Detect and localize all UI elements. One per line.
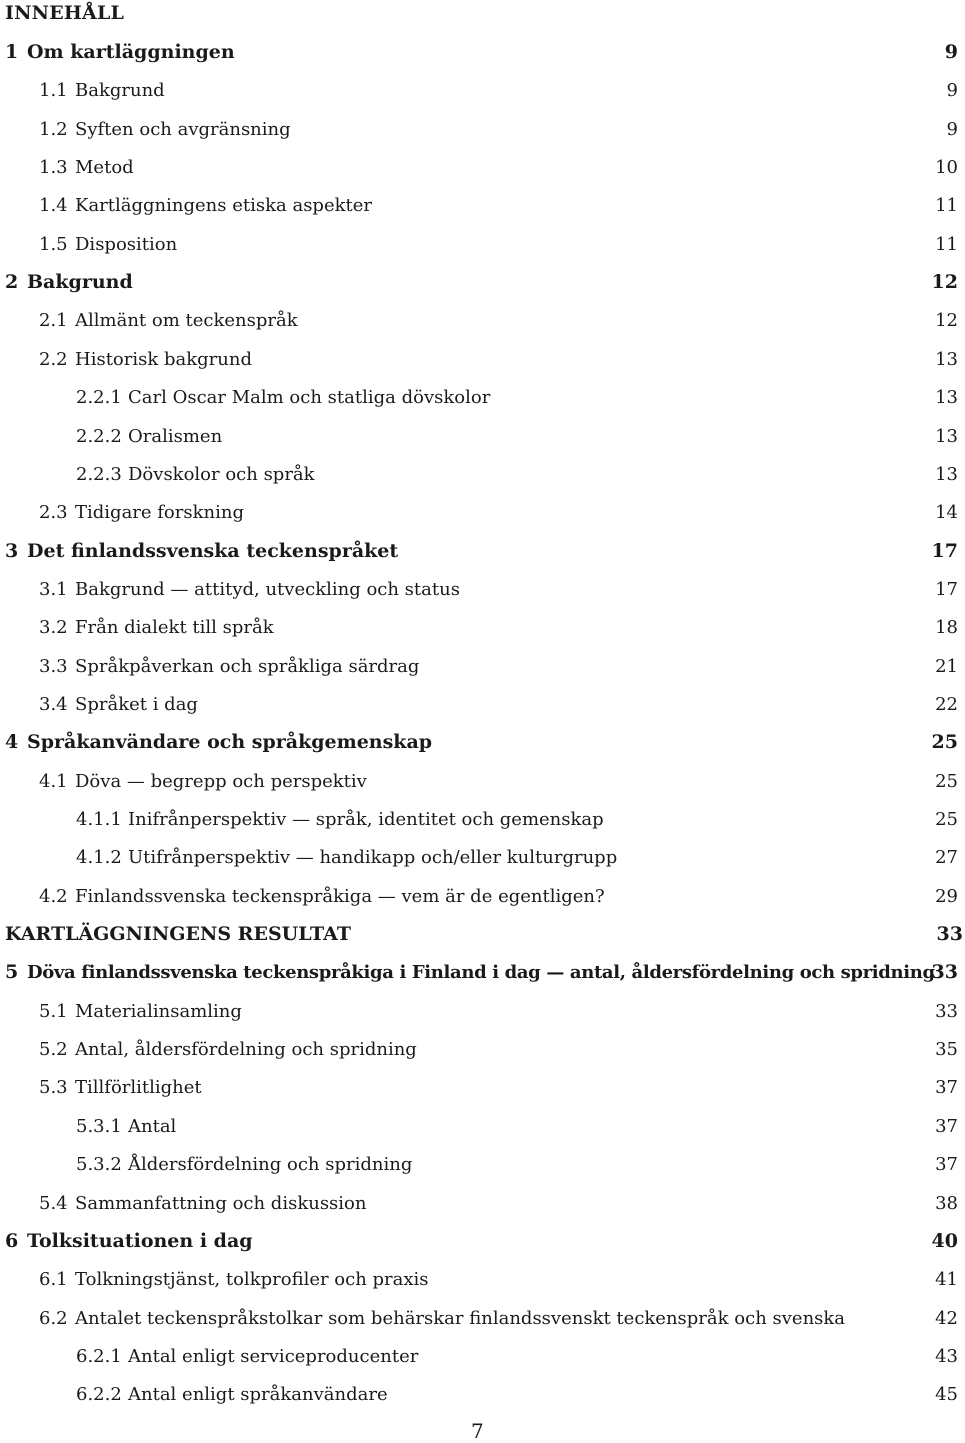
- toc-entry-number: 1.3: [39, 156, 68, 178]
- toc-entry-title: Tolksituationen i dag: [27, 1230, 253, 1252]
- toc-entry[interactable]: [0, 996, 960, 1026]
- toc-entry-page: 11: [935, 233, 958, 255]
- toc-entry[interactable]: [0, 382, 960, 412]
- toc-entry-page: 42: [935, 1307, 958, 1329]
- toc-entry-number: 6.2.2: [76, 1383, 122, 1405]
- toc-entry-title: Inifrånperspektiv — språk, identitet och gemenskap: [128, 808, 604, 830]
- toc-entry[interactable]: [0, 689, 960, 719]
- toc-entry-number: 6: [5, 1230, 19, 1252]
- toc-entry-number: 3: [5, 540, 19, 562]
- toc-entry-number: 1.2: [39, 118, 68, 140]
- toc-entry-page: 33: [935, 1000, 958, 1022]
- page-number: 7: [471, 1419, 484, 1443]
- toc-entry-number: 5.3: [39, 1076, 68, 1098]
- toc-entry-number: 6.1: [39, 1268, 68, 1290]
- toc-entry[interactable]: [0, 497, 960, 527]
- toc-entry-title: Metod: [75, 156, 134, 178]
- toc-entry-page: 21: [935, 655, 958, 677]
- toc-entry-number: 4.1.2: [76, 846, 122, 868]
- toc-entry-page: 25: [931, 731, 958, 753]
- toc-entry-title: Allmänt om teckenspråk: [75, 309, 298, 331]
- toc-entry-number: 3.4: [39, 693, 68, 715]
- toc-entry[interactable]: [0, 574, 960, 604]
- toc-entry-page: 35: [935, 1038, 958, 1060]
- toc-entry-title: Om kartläggningen: [27, 41, 235, 63]
- toc-entry-page: 33: [931, 961, 958, 983]
- toc-entry-page: 13: [935, 463, 958, 485]
- toc-entry-number: 4: [5, 731, 19, 753]
- toc-entry[interactable]: [0, 267, 960, 297]
- toc-entry[interactable]: [0, 305, 960, 335]
- toc-entry[interactable]: [0, 1111, 960, 1141]
- toc-entry[interactable]: [0, 190, 960, 220]
- toc-entry-title: Döva finlandssvenska teckenspråkiga i Finland i dag — antal, åldersfördelning och spridning: [27, 961, 935, 983]
- toc-entry-page: 17: [931, 540, 958, 562]
- toc-entry-number: 4.2: [39, 885, 68, 907]
- toc-entry[interactable]: [0, 459, 960, 489]
- toc-entry-number: 6.2.1: [76, 1345, 122, 1367]
- toc-entry-page: 40: [931, 1230, 958, 1252]
- toc-entry[interactable]: [0, 344, 960, 374]
- toc-entry[interactable]: [0, 919, 965, 949]
- toc-entry-title: Bakgrund: [75, 79, 165, 101]
- toc-entry[interactable]: [0, 75, 960, 105]
- toc-entry-page: 43: [935, 1345, 958, 1367]
- toc-entry-number: 5.3.2: [76, 1153, 122, 1175]
- toc-entry-title: Dövskolor och språk: [128, 463, 315, 485]
- toc-entry-number: 2.1: [39, 309, 68, 331]
- toc-entry-number: 5.2: [39, 1038, 68, 1060]
- toc-entry-page: 25: [935, 808, 958, 830]
- toc-entry-number: 2.2.2: [76, 425, 122, 447]
- toc-entry-page: 9: [946, 79, 958, 101]
- toc-entry-title: Från dialekt till språk: [75, 616, 274, 638]
- toc-entry-number: 5.1: [39, 1000, 68, 1022]
- toc-entry-number: 5: [5, 961, 19, 983]
- toc-entry-title: Finlandssvenska teckenspråkiga — vem är de egentligen?: [75, 885, 605, 907]
- toc-entry-page: 13: [935, 425, 958, 447]
- toc-entry-number: 4.1: [39, 770, 68, 792]
- toc-entry[interactable]: [0, 37, 960, 67]
- toc-entry-title: Sammanfattning och diskussion: [75, 1192, 367, 1214]
- toc-entry-page: 18: [935, 616, 958, 638]
- toc-entry[interactable]: [0, 1379, 960, 1409]
- toc-entry[interactable]: [0, 1341, 960, 1371]
- toc-entry-title: Språkanvändare och språkgemenskap: [27, 731, 433, 753]
- toc-entry-number: 3.2: [39, 616, 68, 638]
- toc-entry-title: Det finlandssvenska teckenspråket: [27, 540, 399, 562]
- toc-entry[interactable]: [0, 804, 960, 834]
- toc-entry-page: 29: [935, 885, 958, 907]
- toc-heading: INNEHÅLL: [5, 2, 125, 24]
- toc-entry-title: Antalet teckenspråkstolkar som behärskar finlandssvenskt teckenspråk och svenska: [75, 1307, 846, 1329]
- toc-entry-number: 2.2.3: [76, 463, 122, 485]
- toc-entry-page: 27: [935, 846, 958, 868]
- toc-entry-number: 1.5: [39, 233, 68, 255]
- toc-entry[interactable]: [0, 229, 960, 259]
- toc-entry-number: 2: [5, 271, 19, 293]
- toc-entry-title: Materialinsamling: [75, 1000, 242, 1022]
- toc-entry-number: 5.3.1: [76, 1115, 122, 1137]
- toc-entry-page: 17: [935, 578, 958, 600]
- toc-entry[interactable]: [0, 1226, 960, 1256]
- toc-entry-number: 2.2: [39, 348, 68, 370]
- toc-entry-page: 37: [935, 1115, 958, 1137]
- toc-entry-title: Antal: [128, 1115, 177, 1137]
- toc-entry-page: 9: [946, 118, 958, 140]
- toc-entry[interactable]: [0, 727, 960, 757]
- toc-entry-number: 3.3: [39, 655, 68, 677]
- toc-entry-page: 37: [935, 1076, 958, 1098]
- toc-entry-number: 1: [5, 41, 19, 63]
- toc-entry-page: 45: [935, 1383, 958, 1405]
- toc-entry-page: 10: [935, 156, 958, 178]
- toc-entry-title: Disposition: [75, 233, 178, 255]
- toc-entry-title: Döva — begrepp och perspektiv: [75, 770, 367, 792]
- toc-entry-page: 13: [935, 348, 958, 370]
- toc-entry-title: Språket i dag: [75, 693, 198, 715]
- toc-entry-number: 4.1.1: [76, 808, 122, 830]
- toc-entry-page: 25: [935, 770, 958, 792]
- toc-entry-number: 1.1: [39, 79, 68, 101]
- toc-entry[interactable]: [0, 881, 960, 911]
- toc-entry-title: Åldersfördelning och spridning: [128, 1153, 413, 1175]
- toc-entry-page: 12: [931, 271, 958, 293]
- toc-entry-title: Oralismen: [128, 425, 223, 447]
- toc-entry-page: 38: [935, 1192, 958, 1214]
- toc-entry[interactable]: [0, 1149, 960, 1179]
- toc-entry-page: 11: [935, 194, 958, 216]
- toc-entry-page: 22: [935, 693, 958, 715]
- toc-entry-title: Tidigare forskning: [75, 501, 244, 523]
- toc-entry-page: 12: [935, 309, 958, 331]
- toc-entry[interactable]: [0, 1034, 960, 1064]
- toc-entry-page: 14: [935, 501, 958, 523]
- toc-entry[interactable]: [0, 651, 960, 681]
- toc-entry-page: 37: [935, 1153, 958, 1175]
- toc-entry-title: Kartläggningens etiska aspekter: [75, 194, 372, 216]
- toc-entry[interactable]: [0, 421, 960, 451]
- toc-entry-title: Historisk bakgrund: [75, 348, 252, 370]
- toc-entry-number: 5.4: [39, 1192, 68, 1214]
- toc-entry[interactable]: [0, 612, 960, 642]
- toc-entry-number: 2.2.1: [76, 386, 122, 408]
- toc-entry-title: Utifrånperspektiv — handikapp och/eller kulturgrupp: [128, 846, 618, 868]
- toc-entry-title: Tolkningstjänst, tolkprofiler och praxis: [75, 1268, 429, 1290]
- toc-entry[interactable]: [0, 1072, 960, 1102]
- toc-entry-title: Carl Oscar Malm och statliga dövskolor: [128, 386, 491, 408]
- toc-entry-number: 1.4: [39, 194, 68, 216]
- toc-entry[interactable]: [0, 152, 960, 182]
- toc-entry-title: Bakgrund: [27, 271, 133, 293]
- toc-entry-title: KARTLÄGGNINGENS RESULTAT: [5, 923, 351, 945]
- toc-entry[interactable]: [0, 1303, 960, 1333]
- toc-entry-title: Tillförlitlighet: [75, 1076, 202, 1098]
- toc-entry[interactable]: [0, 536, 960, 566]
- toc-entry-number: 2.3: [39, 501, 68, 523]
- toc-entry-title: Antal enligt språkanvändare: [128, 1383, 388, 1405]
- toc-entry-title: Bakgrund — attityd, utveckling och status: [75, 578, 460, 600]
- toc-entry[interactable]: [0, 766, 960, 796]
- toc-entry[interactable]: [0, 842, 960, 872]
- toc-entry-title: Syften och avgränsning: [75, 118, 291, 140]
- toc-entry[interactable]: [0, 1188, 960, 1218]
- toc-entry-page: 41: [935, 1268, 958, 1290]
- toc-entry[interactable]: [0, 957, 960, 987]
- toc-entry-page: 13: [935, 386, 958, 408]
- toc-entry-number: 6.2: [39, 1307, 68, 1329]
- toc-entry-page: 33: [936, 923, 963, 945]
- toc-entry-title: Antal, åldersfördelning och spridning: [75, 1038, 417, 1060]
- toc-entry-page: 9: [944, 41, 958, 63]
- toc-entry-title: Antal enligt serviceproducenter: [128, 1345, 419, 1367]
- toc-entry[interactable]: [0, 114, 960, 144]
- toc-entry-title: Språkpåverkan och språkliga särdrag: [75, 655, 420, 677]
- toc-entry[interactable]: [0, 1264, 960, 1294]
- toc-entry-number: 3.1: [39, 578, 68, 600]
